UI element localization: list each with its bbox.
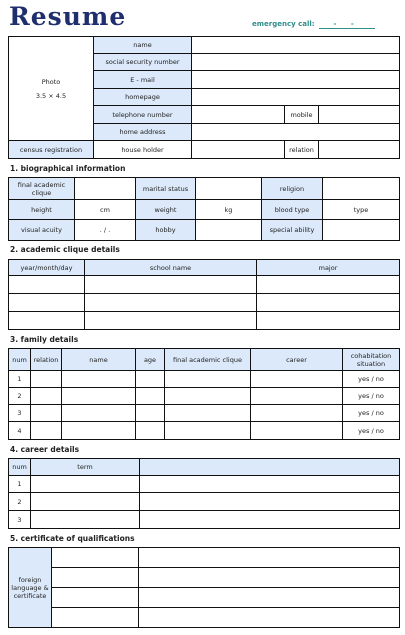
hobby-field[interactable]	[196, 220, 262, 241]
table-row	[9, 371, 400, 388]
certificate-name-cell[interactable]	[52, 588, 139, 608]
certificate-detail-cell[interactable]	[139, 608, 400, 628]
family-num-cell: 4	[9, 422, 31, 440]
family-name-cell[interactable]	[62, 422, 136, 440]
certificate-name-cell[interactable]	[52, 608, 139, 628]
name-field[interactable]	[192, 37, 400, 54]
email-field[interactable]	[192, 71, 400, 89]
family-col-num: num	[9, 349, 31, 371]
blood-type-label: blood type	[262, 200, 323, 220]
certificate-table	[8, 547, 400, 628]
photo-size: 3.5 × 4.5	[35, 91, 67, 100]
final-academic-label: final academic clique	[9, 178, 75, 200]
visual-acuity-label: visual acuity	[9, 220, 75, 241]
final-academic-field[interactable]	[75, 178, 136, 200]
career-term-cell[interactable]	[31, 476, 140, 493]
weight-field[interactable]: kg	[196, 200, 262, 220]
family-name-cell[interactable]	[62, 388, 136, 405]
name-label: name	[94, 37, 192, 54]
ssn-label: social security number	[94, 54, 192, 71]
table-row	[9, 276, 400, 294]
academic-col-major: major	[257, 260, 400, 276]
table-row	[9, 405, 400, 422]
academic-major-cell[interactable]	[257, 294, 400, 312]
photo-label: Photo	[41, 77, 61, 86]
family-col-name: name	[62, 349, 136, 371]
career-num-cell: 1	[9, 476, 31, 493]
family-relation-cell[interactable]	[31, 371, 62, 388]
marital-label: marital status	[136, 178, 196, 200]
homepage-field[interactable]	[192, 89, 400, 106]
certificate-detail-cell[interactable]	[139, 548, 400, 568]
email-label: E - mail	[94, 71, 192, 89]
ssn-field[interactable]	[192, 54, 400, 71]
marital-field[interactable]	[196, 178, 262, 200]
table-row	[9, 422, 400, 440]
relation-field[interactable]	[319, 141, 400, 159]
family-heading: 3. family details	[10, 335, 79, 344]
home-address-field[interactable]	[192, 124, 400, 141]
academic-school-cell[interactable]	[85, 276, 257, 294]
house-holder-label: house holder	[94, 141, 192, 159]
family-name-cell[interactable]	[62, 405, 136, 422]
academic-date-cell[interactable]	[9, 276, 85, 294]
special-ability-label: special ability	[262, 220, 323, 241]
academic-heading: 2. academic clique details	[10, 245, 120, 254]
religion-label: religion	[262, 178, 323, 200]
emergency-call-value: - -	[319, 20, 375, 29]
academic-major-cell[interactable]	[257, 276, 400, 294]
family-num-cell: 1	[9, 371, 31, 388]
family-academic-cell[interactable]	[165, 388, 251, 405]
family-col-career: career	[251, 349, 343, 371]
emergency-call	[252, 20, 375, 29]
hobby-label: hobby	[136, 220, 196, 241]
family-relation-cell[interactable]	[31, 422, 62, 440]
family-name-cell[interactable]	[62, 371, 136, 388]
home-address-label: home address	[94, 124, 192, 141]
career-details-cell[interactable]	[140, 476, 400, 493]
family-age-cell[interactable]	[136, 405, 165, 422]
academic-col-school: school name	[85, 260, 257, 276]
academic-date-cell[interactable]	[9, 312, 85, 330]
emergency-call-label: emergency call:	[252, 20, 315, 28]
family-num-cell: 2	[9, 388, 31, 405]
resume-title: Resume	[9, 2, 127, 31]
academic-date-cell[interactable]	[9, 294, 85, 312]
career-term-cell[interactable]	[31, 511, 140, 529]
family-age-cell[interactable]	[136, 388, 165, 405]
census-label: census registration	[9, 141, 94, 159]
career-term-cell[interactable]	[31, 493, 140, 511]
career-table	[8, 458, 400, 529]
certificate-heading: 5. certificate of qualifications	[10, 534, 135, 543]
family-col-academic: final academic clique	[165, 349, 251, 371]
special-ability-field[interactable]	[323, 220, 400, 241]
family-age-cell[interactable]	[136, 422, 165, 440]
family-academic-cell[interactable]	[165, 405, 251, 422]
family-academic-cell[interactable]	[165, 371, 251, 388]
mobile-field[interactable]	[319, 106, 400, 124]
academic-col-date: year/month/day	[9, 260, 85, 276]
table-row	[9, 511, 400, 529]
career-details-cell[interactable]	[140, 493, 400, 511]
academic-school-cell[interactable]	[85, 294, 257, 312]
family-relation-cell[interactable]	[31, 405, 62, 422]
family-col-cohabitation: cohabitation situation	[343, 349, 400, 371]
family-career-cell[interactable]	[251, 371, 343, 388]
family-col-age: age	[136, 349, 165, 371]
weight-label: weight	[136, 200, 196, 220]
family-age-cell[interactable]	[136, 371, 165, 388]
career-col-term: term	[31, 459, 140, 476]
table-row	[9, 388, 400, 405]
academic-table	[8, 259, 400, 330]
career-heading: 4. career details	[10, 445, 80, 454]
career-col-num: num	[9, 459, 31, 476]
academic-school-cell[interactable]	[85, 312, 257, 330]
religion-field[interactable]	[323, 178, 400, 200]
blood-type-field[interactable]: type	[323, 200, 400, 220]
relation-label: relation	[285, 141, 319, 159]
certificate-name-cell[interactable]	[52, 568, 139, 588]
family-career-cell[interactable]	[251, 405, 343, 422]
homepage-label: homepage	[94, 89, 192, 106]
certificate-side-label: foreign language & certificate	[9, 548, 52, 628]
table-row	[9, 476, 400, 493]
family-col-relation: relation	[31, 349, 62, 371]
family-num-cell: 3	[9, 405, 31, 422]
family-cohabitation-cell[interactable]: yes / no	[343, 371, 400, 388]
certificate-detail-cell[interactable]	[139, 588, 400, 608]
table-row	[9, 312, 400, 330]
personal-info-table	[8, 36, 400, 159]
visual-acuity-field[interactable]: . / .	[75, 220, 136, 241]
academic-major-cell[interactable]	[257, 312, 400, 330]
mobile-label: mobile	[285, 106, 319, 124]
bio-heading: 1. biographical information	[10, 164, 126, 173]
table-row	[9, 294, 400, 312]
family-career-cell[interactable]	[251, 388, 343, 405]
bio-table	[8, 177, 400, 241]
career-col-details	[140, 459, 400, 476]
family-cohabitation-cell[interactable]: yes / no	[343, 422, 400, 440]
height-label: height	[9, 200, 75, 220]
family-table	[8, 348, 400, 440]
house-holder-field[interactable]	[192, 141, 285, 159]
height-field[interactable]: cm	[75, 200, 136, 220]
family-cohabitation-cell[interactable]: yes / no	[343, 388, 400, 405]
telephone-label: telephone number	[94, 106, 192, 124]
career-num-cell: 3	[9, 511, 31, 529]
telephone-field[interactable]	[192, 106, 285, 124]
family-relation-cell[interactable]	[31, 388, 62, 405]
photo-box[interactable]	[9, 37, 94, 141]
family-career-cell[interactable]	[251, 422, 343, 440]
certificate-detail-cell[interactable]	[139, 568, 400, 588]
table-row	[9, 493, 400, 511]
career-num-cell: 2	[9, 493, 31, 511]
certificate-name-cell[interactable]	[52, 548, 139, 568]
career-details-cell[interactable]	[140, 511, 400, 529]
family-cohabitation-cell[interactable]: yes / no	[343, 405, 400, 422]
family-academic-cell[interactable]	[165, 422, 251, 440]
